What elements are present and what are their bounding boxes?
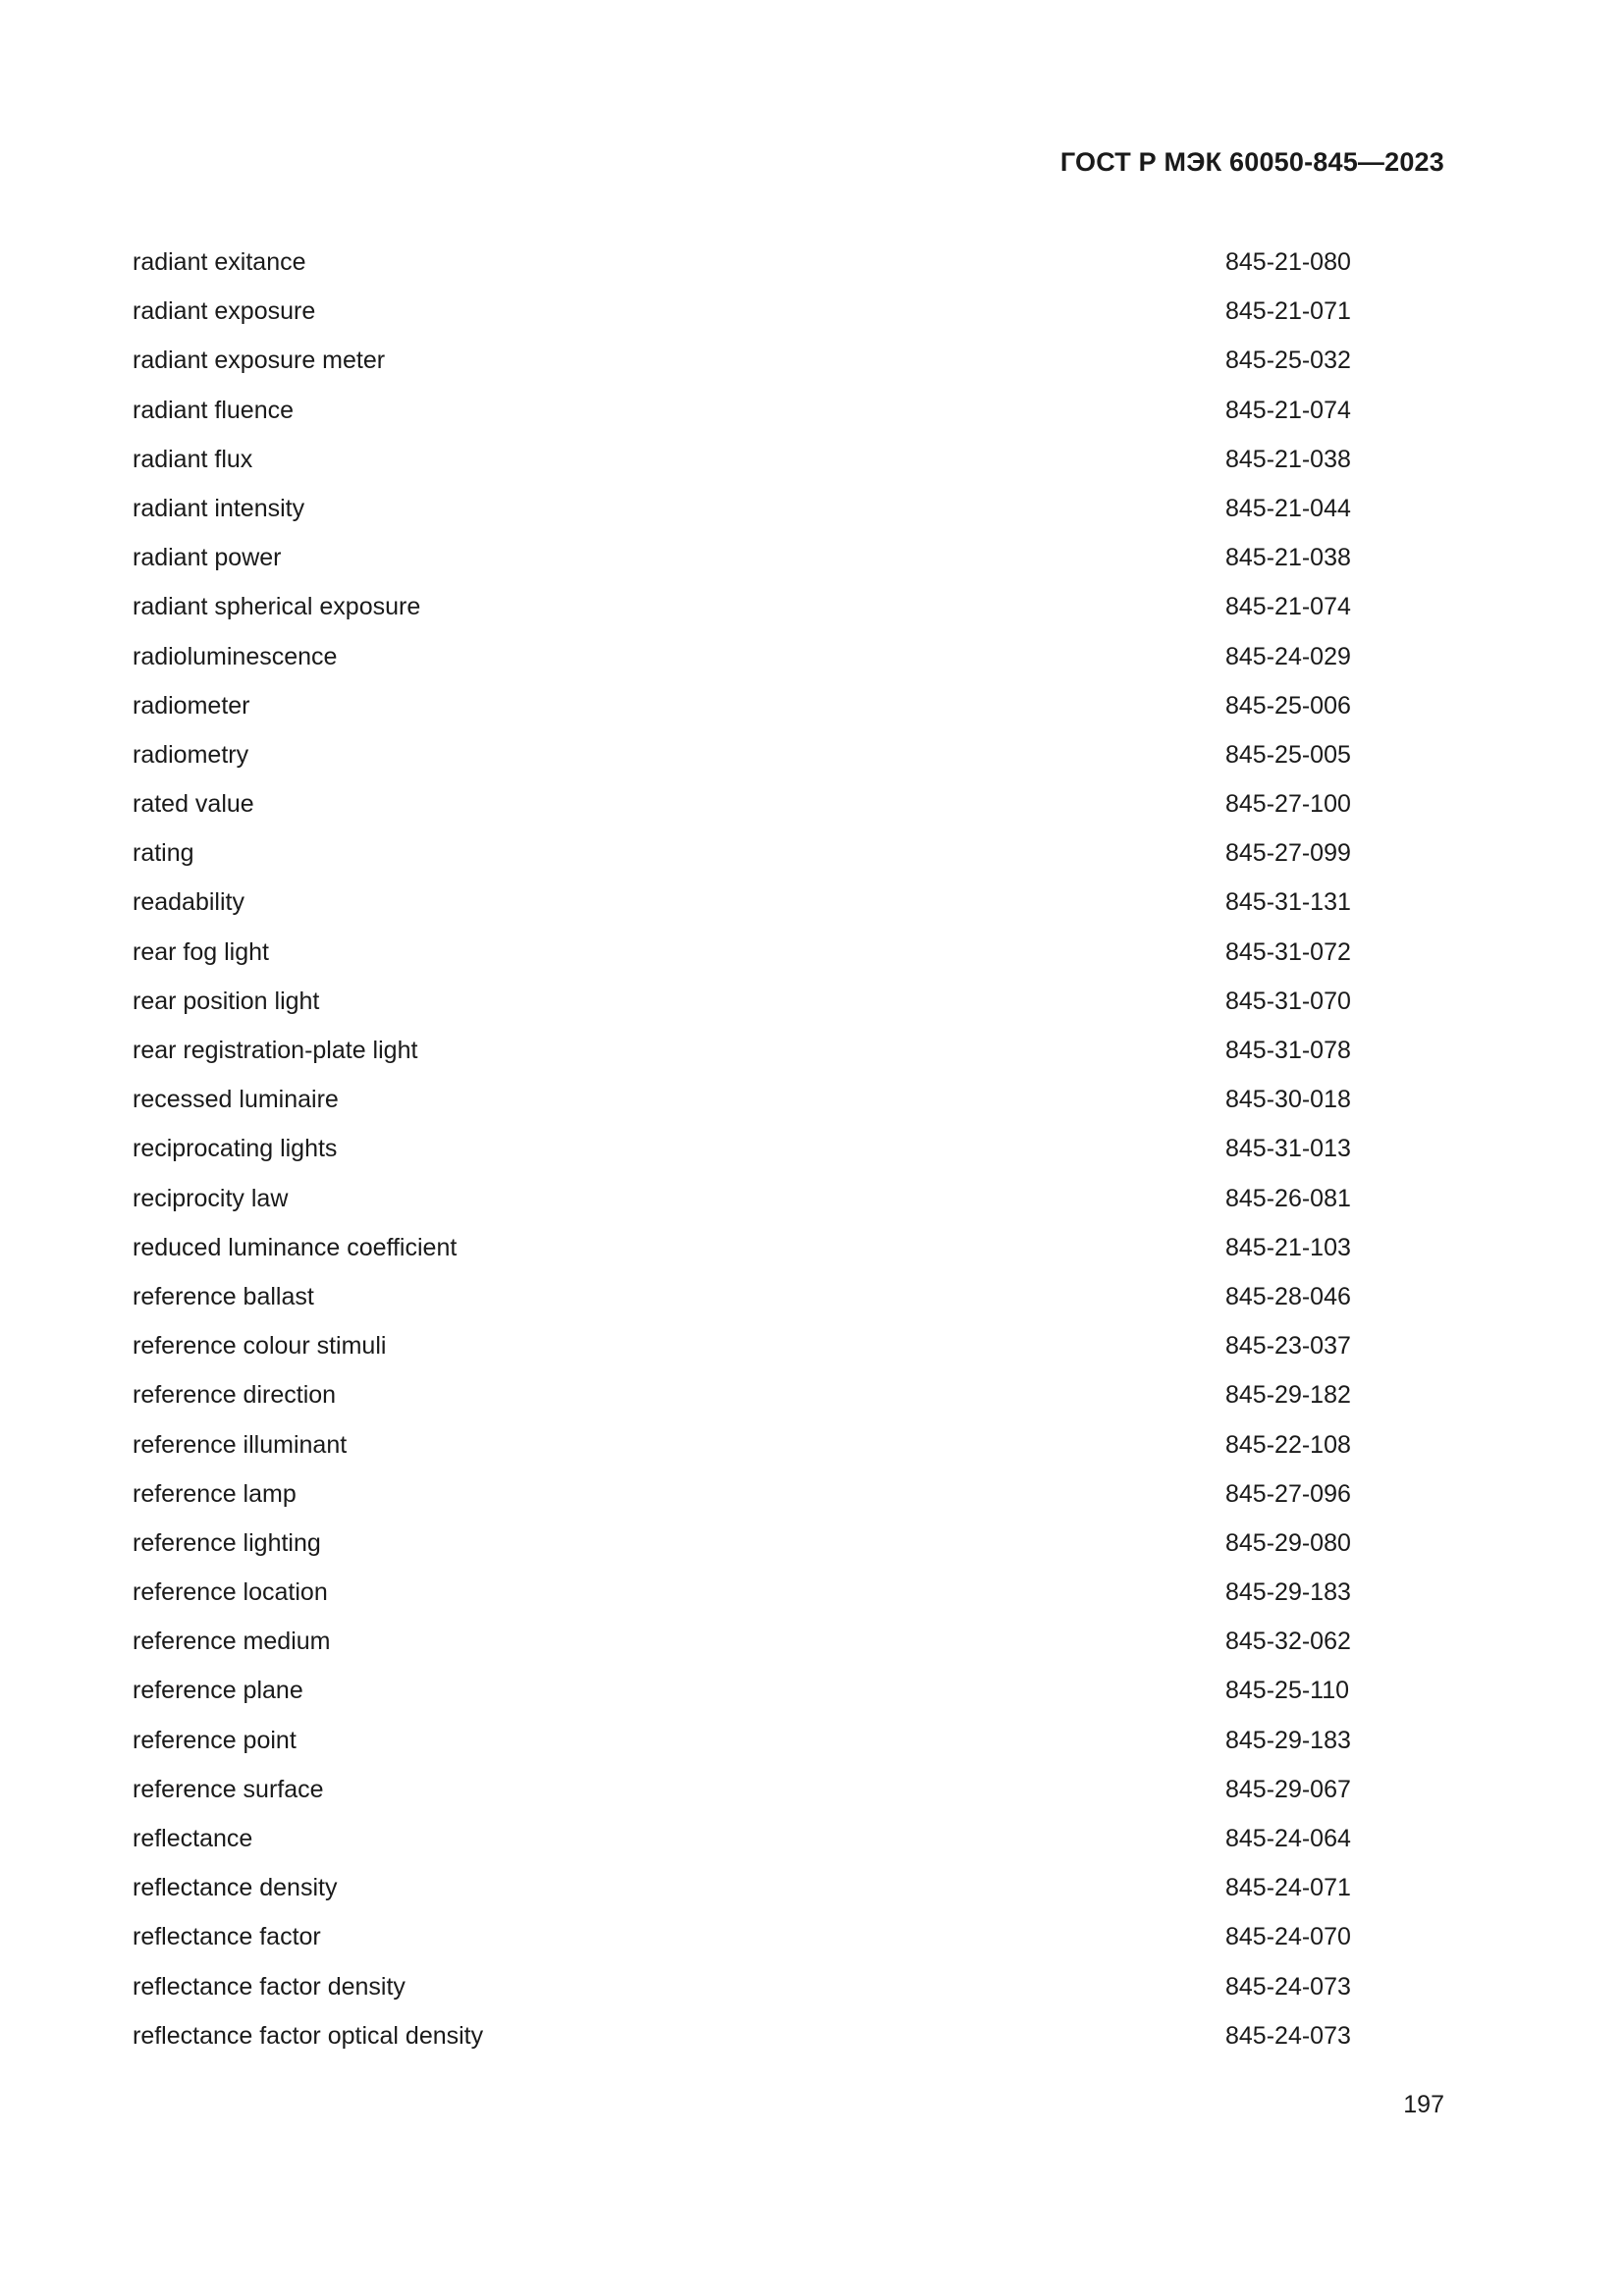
term-code: 845-29-067	[1225, 1775, 1351, 1803]
term-code: 845-27-099	[1225, 839, 1351, 868]
term-code: 845-31-070	[1225, 987, 1351, 1015]
term-code: 845-21-038	[1225, 544, 1351, 572]
index-entry	[133, 1321, 1350, 1370]
index-term: radiometry	[133, 740, 249, 769]
term-code: 845-25-006	[1225, 691, 1351, 720]
index-term: rated value	[133, 790, 254, 819]
index-term: reference surface	[133, 1775, 324, 1803]
index-entry	[133, 1124, 1350, 1173]
index-entry	[133, 1962, 1350, 2011]
index-term: radiant intensity	[133, 494, 305, 522]
index-entry	[133, 1568, 1350, 1617]
index-term: radiant exposure meter	[133, 347, 386, 375]
term-index-list	[133, 238, 1350, 2060]
index-term: reflectance density	[133, 1874, 338, 1902]
term-code: 845-23-037	[1225, 1332, 1351, 1361]
index-term: reference location	[133, 1578, 328, 1607]
index-term: rating	[133, 839, 194, 868]
term-code: 845-24-071	[1225, 1874, 1351, 1902]
term-code: 845-27-100	[1225, 790, 1351, 819]
index-entry	[133, 1174, 1350, 1223]
index-entry	[133, 928, 1350, 977]
index-term: rear position light	[133, 987, 320, 1015]
index-term: reference lamp	[133, 1479, 297, 1508]
document-header: ГОСТ Р МЭК 60050-845—2023	[1059, 147, 1444, 177]
term-code: 845-31-013	[1225, 1135, 1351, 1163]
index-entry	[133, 582, 1350, 631]
index-entry	[133, 1666, 1350, 1715]
index-term: radiant exposure	[133, 297, 316, 326]
index-term: radiant flux	[133, 445, 253, 473]
index-entry	[133, 977, 1350, 1026]
term-code: 845-28-046	[1225, 1282, 1351, 1310]
term-code: 845-31-131	[1225, 888, 1351, 917]
index-term: reciprocity law	[133, 1184, 289, 1212]
index-term: radiant spherical exposure	[133, 593, 421, 621]
index-entry	[133, 336, 1350, 385]
index-term: reference ballast	[133, 1282, 314, 1310]
index-term: reference colour stimuli	[133, 1332, 387, 1361]
term-code: 845-29-182	[1225, 1381, 1351, 1410]
index-entry	[133, 2011, 1350, 2060]
index-entry	[133, 1519, 1350, 1568]
term-code: 845-24-070	[1225, 1923, 1351, 1951]
index-entry	[133, 1716, 1350, 1765]
term-code: 845-21-071	[1225, 297, 1351, 326]
term-code: 845-27-096	[1225, 1479, 1351, 1508]
term-code: 845-21-080	[1225, 248, 1351, 276]
index-entry	[133, 828, 1350, 878]
index-entry	[133, 779, 1350, 828]
index-entry	[133, 1370, 1350, 1419]
index-term: radiant fluence	[133, 396, 295, 424]
index-entry	[133, 1026, 1350, 1075]
index-term: reference medium	[133, 1628, 331, 1656]
index-entry	[133, 1617, 1350, 1666]
index-entry	[133, 1863, 1350, 1912]
index-term: reference plane	[133, 1677, 303, 1705]
index-term: reference point	[133, 1726, 297, 1754]
term-code: 845-24-073	[1225, 2021, 1351, 2050]
index-entry	[133, 238, 1350, 287]
term-code: 845-30-018	[1225, 1086, 1351, 1114]
index-term: reference direction	[133, 1381, 337, 1410]
term-code: 845-24-073	[1225, 1972, 1351, 2001]
term-code: 845-25-110	[1225, 1677, 1350, 1705]
index-entry	[133, 730, 1350, 779]
index-entry	[133, 386, 1350, 435]
index-entry	[133, 533, 1350, 582]
index-term: reflectance factor density	[133, 1972, 406, 2001]
term-code: 845-32-062	[1225, 1628, 1351, 1656]
index-term: recessed luminaire	[133, 1086, 339, 1114]
index-entry	[133, 1075, 1350, 1124]
index-term: reciprocating lights	[133, 1135, 338, 1163]
term-code: 845-21-038	[1225, 445, 1351, 473]
index-entry	[133, 1912, 1350, 1961]
index-entry	[133, 1765, 1350, 1814]
term-code: 845-21-044	[1225, 494, 1351, 522]
index-entry	[133, 1223, 1350, 1272]
index-term: rear registration-plate light	[133, 1037, 418, 1064]
index-term: reflectance factor optical density	[133, 2021, 484, 2050]
index-term: radiant exitance	[133, 248, 306, 276]
term-code: 845-25-032	[1225, 347, 1351, 375]
page-number: 197	[1403, 2091, 1444, 2118]
term-code: 845-29-080	[1225, 1528, 1351, 1557]
term-code: 845-29-183	[1225, 1578, 1351, 1607]
term-code: 845-21-103	[1225, 1233, 1351, 1261]
term-code: 845-21-074	[1225, 593, 1351, 621]
index-entry	[133, 632, 1350, 681]
index-term: reflectance	[133, 1825, 253, 1852]
index-entry	[133, 435, 1350, 484]
index-term: readability	[133, 888, 244, 917]
index-entry	[133, 878, 1350, 927]
term-code: 845-26-081	[1225, 1184, 1351, 1212]
index-entry	[133, 1272, 1350, 1321]
index-entry	[133, 1420, 1350, 1469]
index-entry	[133, 1814, 1350, 1863]
index-term: radioluminescence	[133, 642, 338, 670]
term-code: 845-31-078	[1225, 1037, 1351, 1064]
term-code: 845-31-072	[1225, 937, 1351, 966]
term-code: 845-25-005	[1225, 740, 1351, 769]
index-entry	[133, 681, 1350, 730]
term-code: 845-24-064	[1225, 1825, 1351, 1852]
index-entry	[133, 287, 1350, 336]
term-code: 845-29-183	[1225, 1726, 1351, 1754]
term-code: 845-24-029	[1225, 642, 1351, 670]
index-term: reflectance factor	[133, 1923, 321, 1951]
index-term: reference lighting	[133, 1528, 321, 1557]
index-term: reference illuminant	[133, 1430, 348, 1459]
index-entry	[133, 1469, 1350, 1519]
term-code: 845-21-074	[1225, 396, 1351, 424]
index-entry	[133, 484, 1350, 533]
term-code: 845-22-108	[1225, 1430, 1351, 1459]
index-term: reduced luminance coefficient	[133, 1233, 458, 1261]
index-term: radiometer	[133, 691, 250, 720]
index-term: rear fog light	[133, 937, 269, 966]
index-term: radiant power	[133, 544, 282, 572]
